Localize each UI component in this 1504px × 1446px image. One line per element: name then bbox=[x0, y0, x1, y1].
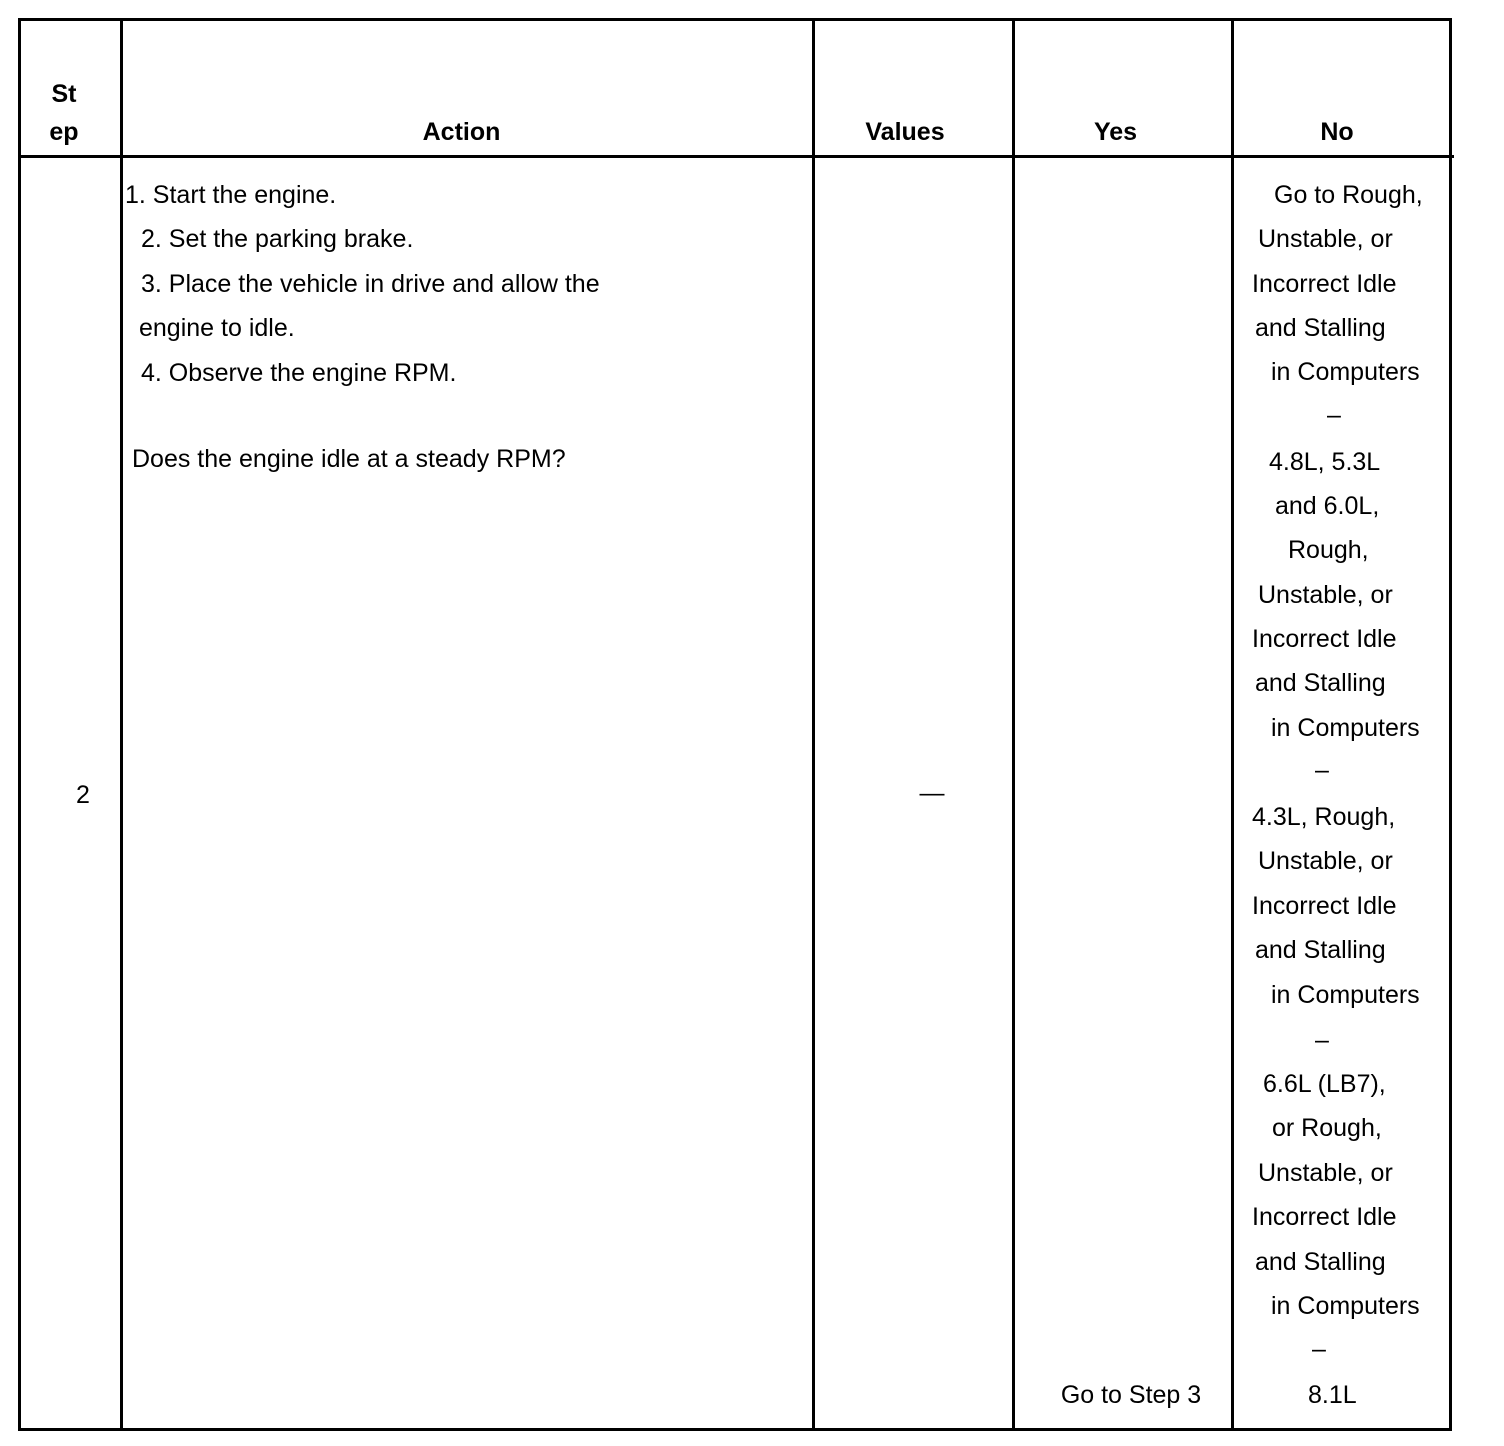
no-line: – bbox=[1315, 1026, 1329, 1054]
header-step bbox=[21, 75, 107, 151]
no-line: – bbox=[1327, 401, 1341, 429]
action-line: engine to idle. bbox=[139, 314, 295, 342]
header-values: Values bbox=[865, 118, 945, 146]
no-line: 4.3L, Rough, bbox=[1252, 803, 1396, 831]
no-line: 6.6L (LB7), bbox=[1263, 1070, 1386, 1098]
action-line: 2. Set the parking brake. bbox=[141, 225, 414, 253]
no-line: and 6.0L, bbox=[1275, 492, 1380, 520]
header-divider bbox=[18, 155, 1454, 158]
no-line: in Computers bbox=[1271, 358, 1420, 386]
column-divider-yes bbox=[1231, 18, 1234, 1431]
header-no: No bbox=[1320, 118, 1354, 146]
no-line: Incorrect Idle bbox=[1252, 625, 1397, 653]
no-line: and Stalling bbox=[1255, 1248, 1386, 1276]
column-divider-step bbox=[120, 18, 123, 1431]
no-line: or Rough, bbox=[1272, 1114, 1382, 1142]
no-line: Unstable, or bbox=[1258, 225, 1393, 253]
no-line: Go to Rough, bbox=[1274, 181, 1423, 209]
action-question: Does the engine idle at a steady RPM? bbox=[132, 445, 566, 473]
header-step-line2: ep bbox=[49, 118, 79, 146]
no-line: and Stalling bbox=[1255, 936, 1386, 964]
no-line: Unstable, or bbox=[1258, 581, 1393, 609]
no-line: Unstable, or bbox=[1258, 847, 1393, 875]
header-step-line1: St bbox=[51, 80, 77, 108]
values-cell: — bbox=[919, 779, 945, 807]
no-line: Rough, bbox=[1288, 536, 1369, 564]
no-line: 4.8L, 5.3L bbox=[1269, 448, 1381, 476]
no-line: and Stalling bbox=[1255, 314, 1386, 342]
no-line: Unstable, or bbox=[1258, 1159, 1393, 1187]
step-number: 2 bbox=[76, 781, 90, 809]
action-line: 4. Observe the engine RPM. bbox=[141, 359, 457, 387]
no-line: 8.1L bbox=[1308, 1381, 1357, 1409]
action-line: 1. Start the engine. bbox=[125, 181, 337, 209]
no-line: Incorrect Idle bbox=[1252, 892, 1397, 920]
column-divider-action bbox=[812, 18, 815, 1431]
yes-cell: Go to Step 3 bbox=[1060, 1381, 1202, 1409]
no-line: Incorrect Idle bbox=[1252, 270, 1397, 298]
action-line: 3. Place the vehicle in drive and allow the bbox=[141, 270, 600, 298]
no-line: – bbox=[1312, 1335, 1326, 1363]
header-action: Action bbox=[422, 118, 501, 146]
no-line: in Computers bbox=[1271, 981, 1420, 1009]
no-line: and Stalling bbox=[1255, 669, 1386, 697]
no-line: in Computers bbox=[1271, 1292, 1420, 1320]
header-yes: Yes bbox=[1093, 118, 1138, 146]
column-divider-values bbox=[1012, 18, 1015, 1431]
no-line: in Computers bbox=[1271, 714, 1420, 742]
no-line: Incorrect Idle bbox=[1252, 1203, 1397, 1231]
no-line: – bbox=[1315, 756, 1329, 784]
